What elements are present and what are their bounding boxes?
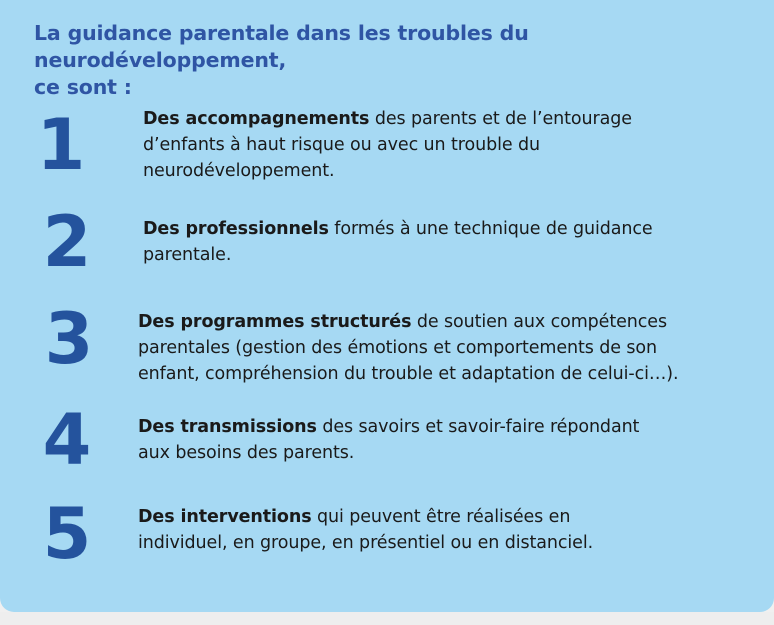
item-text-4-line-1: des savoirs et savoir-faire répondant bbox=[316, 417, 640, 437]
title-line-1: La guidance parentale dans les troubles du neurodéveloppement, bbox=[34, 21, 529, 72]
item-text-3-line-3: enfant, compréhension du trouble et adaptation de celui-ci…). bbox=[138, 364, 679, 384]
bottom-strip bbox=[0, 612, 774, 625]
item-text-2-line-2: parentale. bbox=[143, 245, 232, 265]
item-text-2 bbox=[143, 216, 653, 268]
item-text-3-line-1: de soutien aux compétences bbox=[411, 312, 667, 332]
item-number-4: 4 bbox=[42, 399, 92, 481]
title-line-2: ce sont : bbox=[34, 75, 132, 99]
item-text-1 bbox=[143, 106, 632, 184]
item-text-5-line-2: individuel, en groupe, en présentiel ou en distanciel. bbox=[138, 533, 594, 553]
item-text-1-line-2: d’enfants à haut risque ou avec un trouble du bbox=[143, 135, 540, 155]
item-number-2: 2 bbox=[42, 201, 92, 283]
item-text-3 bbox=[138, 309, 678, 387]
item-bold-3: Des programmes structurés bbox=[138, 312, 412, 332]
item-text-2-line-1: formés à une technique de guidance bbox=[328, 219, 653, 239]
item-number-3: 3 bbox=[44, 298, 94, 380]
item-bold-1: Des accompagnements bbox=[143, 109, 370, 129]
item-text-5 bbox=[138, 504, 593, 556]
panel-title bbox=[34, 20, 764, 101]
item-bold-2: Des professionnels bbox=[143, 219, 329, 239]
item-number-5: 5 bbox=[42, 493, 92, 575]
item-text-4-line-2: aux besoins des parents. bbox=[138, 443, 355, 463]
item-text-3-line-2: parentales (gestion des émotions et comportements de son bbox=[138, 338, 657, 358]
item-text-1-line-1: des parents et de l’entourage bbox=[369, 109, 632, 129]
item-text-5-line-1: qui peuvent être réalisées en bbox=[311, 507, 571, 527]
item-bold-5: Des interventions bbox=[138, 507, 312, 527]
item-text-1-line-3: neurodéveloppement. bbox=[143, 161, 335, 181]
item-number-1: 1 bbox=[36, 104, 86, 186]
item-bold-4: Des transmissions bbox=[138, 417, 317, 437]
item-text-4 bbox=[138, 414, 639, 466]
